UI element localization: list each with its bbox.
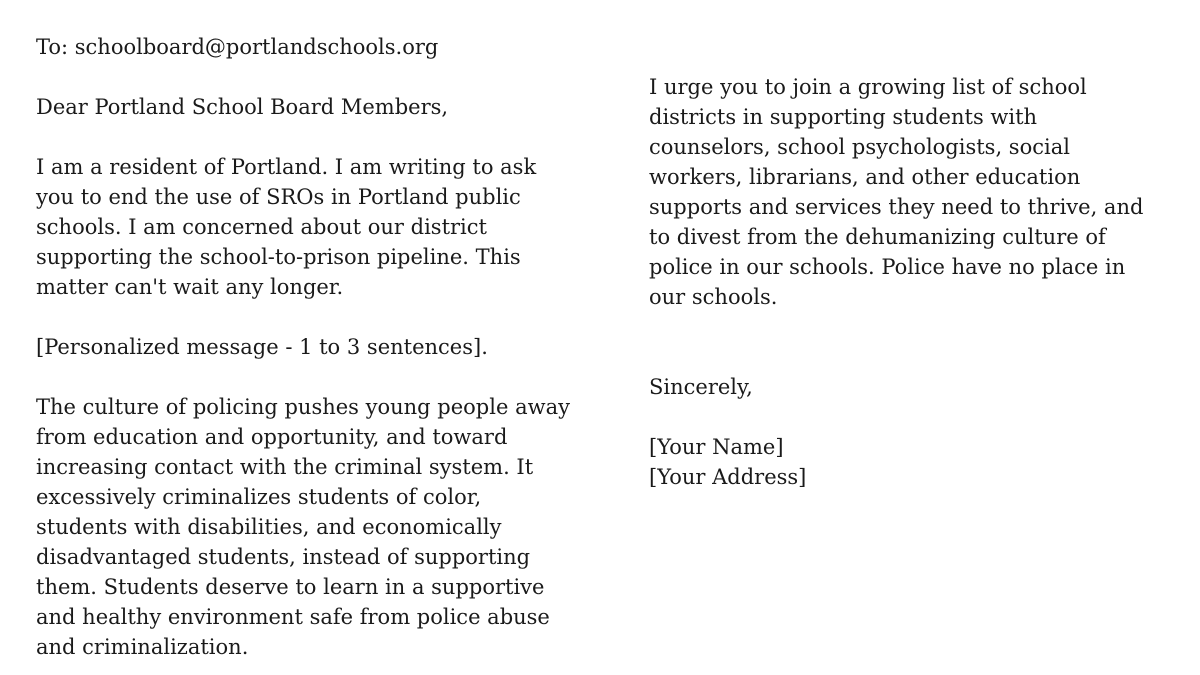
urge-line: districts in supporting students with xyxy=(649,105,1038,129)
culture-line: and healthy environment safe from police abuse xyxy=(36,605,550,629)
culture-line: them. Students deserve to learn in a supportive xyxy=(36,575,545,599)
intro-line: matter can't wait any longer. xyxy=(36,275,344,299)
signature-block xyxy=(649,432,1194,492)
salutation: Dear Portland School Board Members, xyxy=(36,95,449,119)
recipient-line: To: schoolboard@portlandschools.org xyxy=(36,35,439,59)
urge-line: I urge you to join a growing list of school xyxy=(649,75,1087,99)
culture-line: students with disabilities, and economically xyxy=(36,515,502,539)
intro-paragraph xyxy=(36,152,616,302)
culture-line: excessively criminalizes students of color, xyxy=(36,485,482,509)
personalized-message-placeholder: [Personalized message - 1 to 3 sentences]. xyxy=(36,335,488,359)
urge-line: workers, librarians, and other education xyxy=(649,165,1081,189)
right-column xyxy=(649,72,1194,522)
intro-line: I am a resident of Portland. I am writing to ask xyxy=(36,155,537,179)
name-placeholder: [Your Name] xyxy=(649,435,784,459)
urge-line: to divest from the dehumanizing culture of xyxy=(649,225,1106,249)
culture-line: from education and opportunity, and toward xyxy=(36,425,508,449)
culture-line: disadvantaged students, instead of supporting xyxy=(36,545,531,569)
intro-line: schools. I am concerned about our district xyxy=(36,215,487,239)
left-column xyxy=(36,32,616,675)
intro-line: you to end the use of SROs in Portland public xyxy=(36,185,521,209)
urge-line: police in our schools. Police have no place in xyxy=(649,255,1126,279)
address-placeholder: [Your Address] xyxy=(649,465,807,489)
culture-line: increasing contact with the criminal system. It xyxy=(36,455,534,479)
urge-line: our schools. xyxy=(649,285,778,309)
urge-line: counselors, school psychologists, social xyxy=(649,135,1070,159)
urge-paragraph xyxy=(649,72,1194,312)
urge-line: supports and services they need to thrive, and xyxy=(649,195,1144,219)
culture-line: and criminalization. xyxy=(36,635,249,659)
culture-line: The culture of policing pushes young people away xyxy=(36,395,570,419)
intro-line: supporting the school-to-prison pipeline. This xyxy=(36,245,521,269)
closing: Sincerely, xyxy=(649,375,753,399)
culture-paragraph xyxy=(36,392,616,662)
